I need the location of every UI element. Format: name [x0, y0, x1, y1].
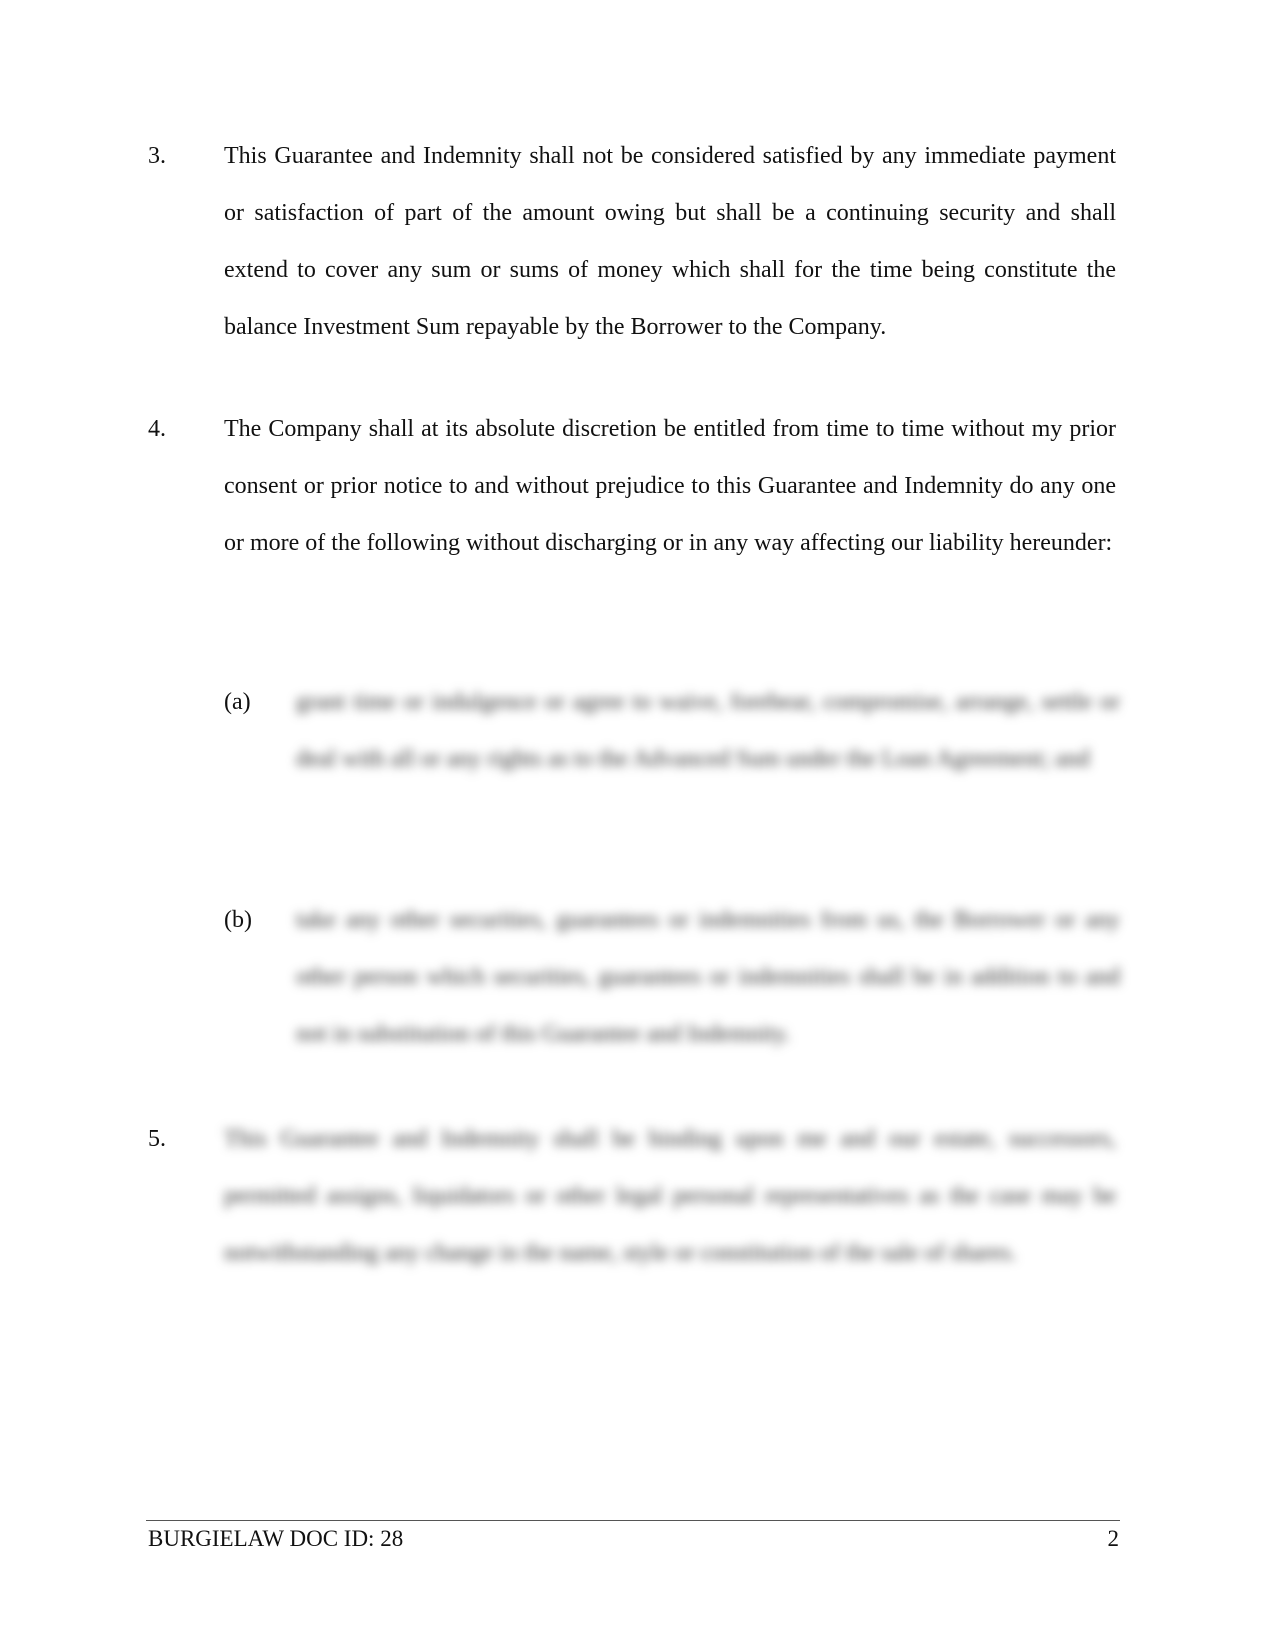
clause-text: The Company shall at its absolute discretion be entitled from time to time without my prior consent or prior notice to and without prejudice to this Guarantee and Indemnity do any one or more of the following without discharging or in any way affecting our liability hereunder:	[224, 416, 1116, 556]
clause-4	[148, 401, 1116, 572]
footer-page-number: 2	[1107, 1526, 1119, 1551]
subclause-a	[224, 674, 1120, 788]
clause-number: 3.	[148, 143, 166, 169]
subclause-text-blurred: grant time or indulgence or agree to waive, forebear, compromise, arrange, settle or deal with all or any rights as to the Advanced Sum under the Loan Agreement; and	[296, 689, 1120, 772]
footer-divider	[146, 1520, 1120, 1521]
subclause-b	[224, 892, 1120, 1063]
subclause-label: (a)	[224, 689, 251, 715]
clause-3	[148, 128, 1116, 356]
subclause-text-blurred: take any other securities, guarantees or indemnities from us, the Borrower or any other person which securities, guarantees or indemnities shall be in addition to and not in substitution of this Guarantee and Indemnity.	[296, 907, 1120, 1047]
footer-doc-id: BURGIELAW DOC ID: 28	[148, 1526, 404, 1551]
subclause-label: (b)	[224, 907, 252, 933]
clause-text-blurred: This Guarantee and Indemnity shall be binding upon me and our estate, successors, permitted assigns, liquidators or other legal personal representatives as the case may be notwithstanding any change in the name, style or constitution of the sale of shares.	[224, 1126, 1116, 1266]
clause-text: This Guarantee and Indemnity shall not be considered satisfied by any immediate payment or satisfaction of part of the amount owing but shall be a continuing security and shall extend to cover any sum or sums of money which shall for the time being constitute the balance Investment Sum repayable by the Borrower to the Company.	[224, 143, 1116, 340]
clause-number: 4.	[148, 416, 166, 442]
clause-number: 5.	[148, 1126, 166, 1152]
clause-5	[148, 1111, 1116, 1282]
